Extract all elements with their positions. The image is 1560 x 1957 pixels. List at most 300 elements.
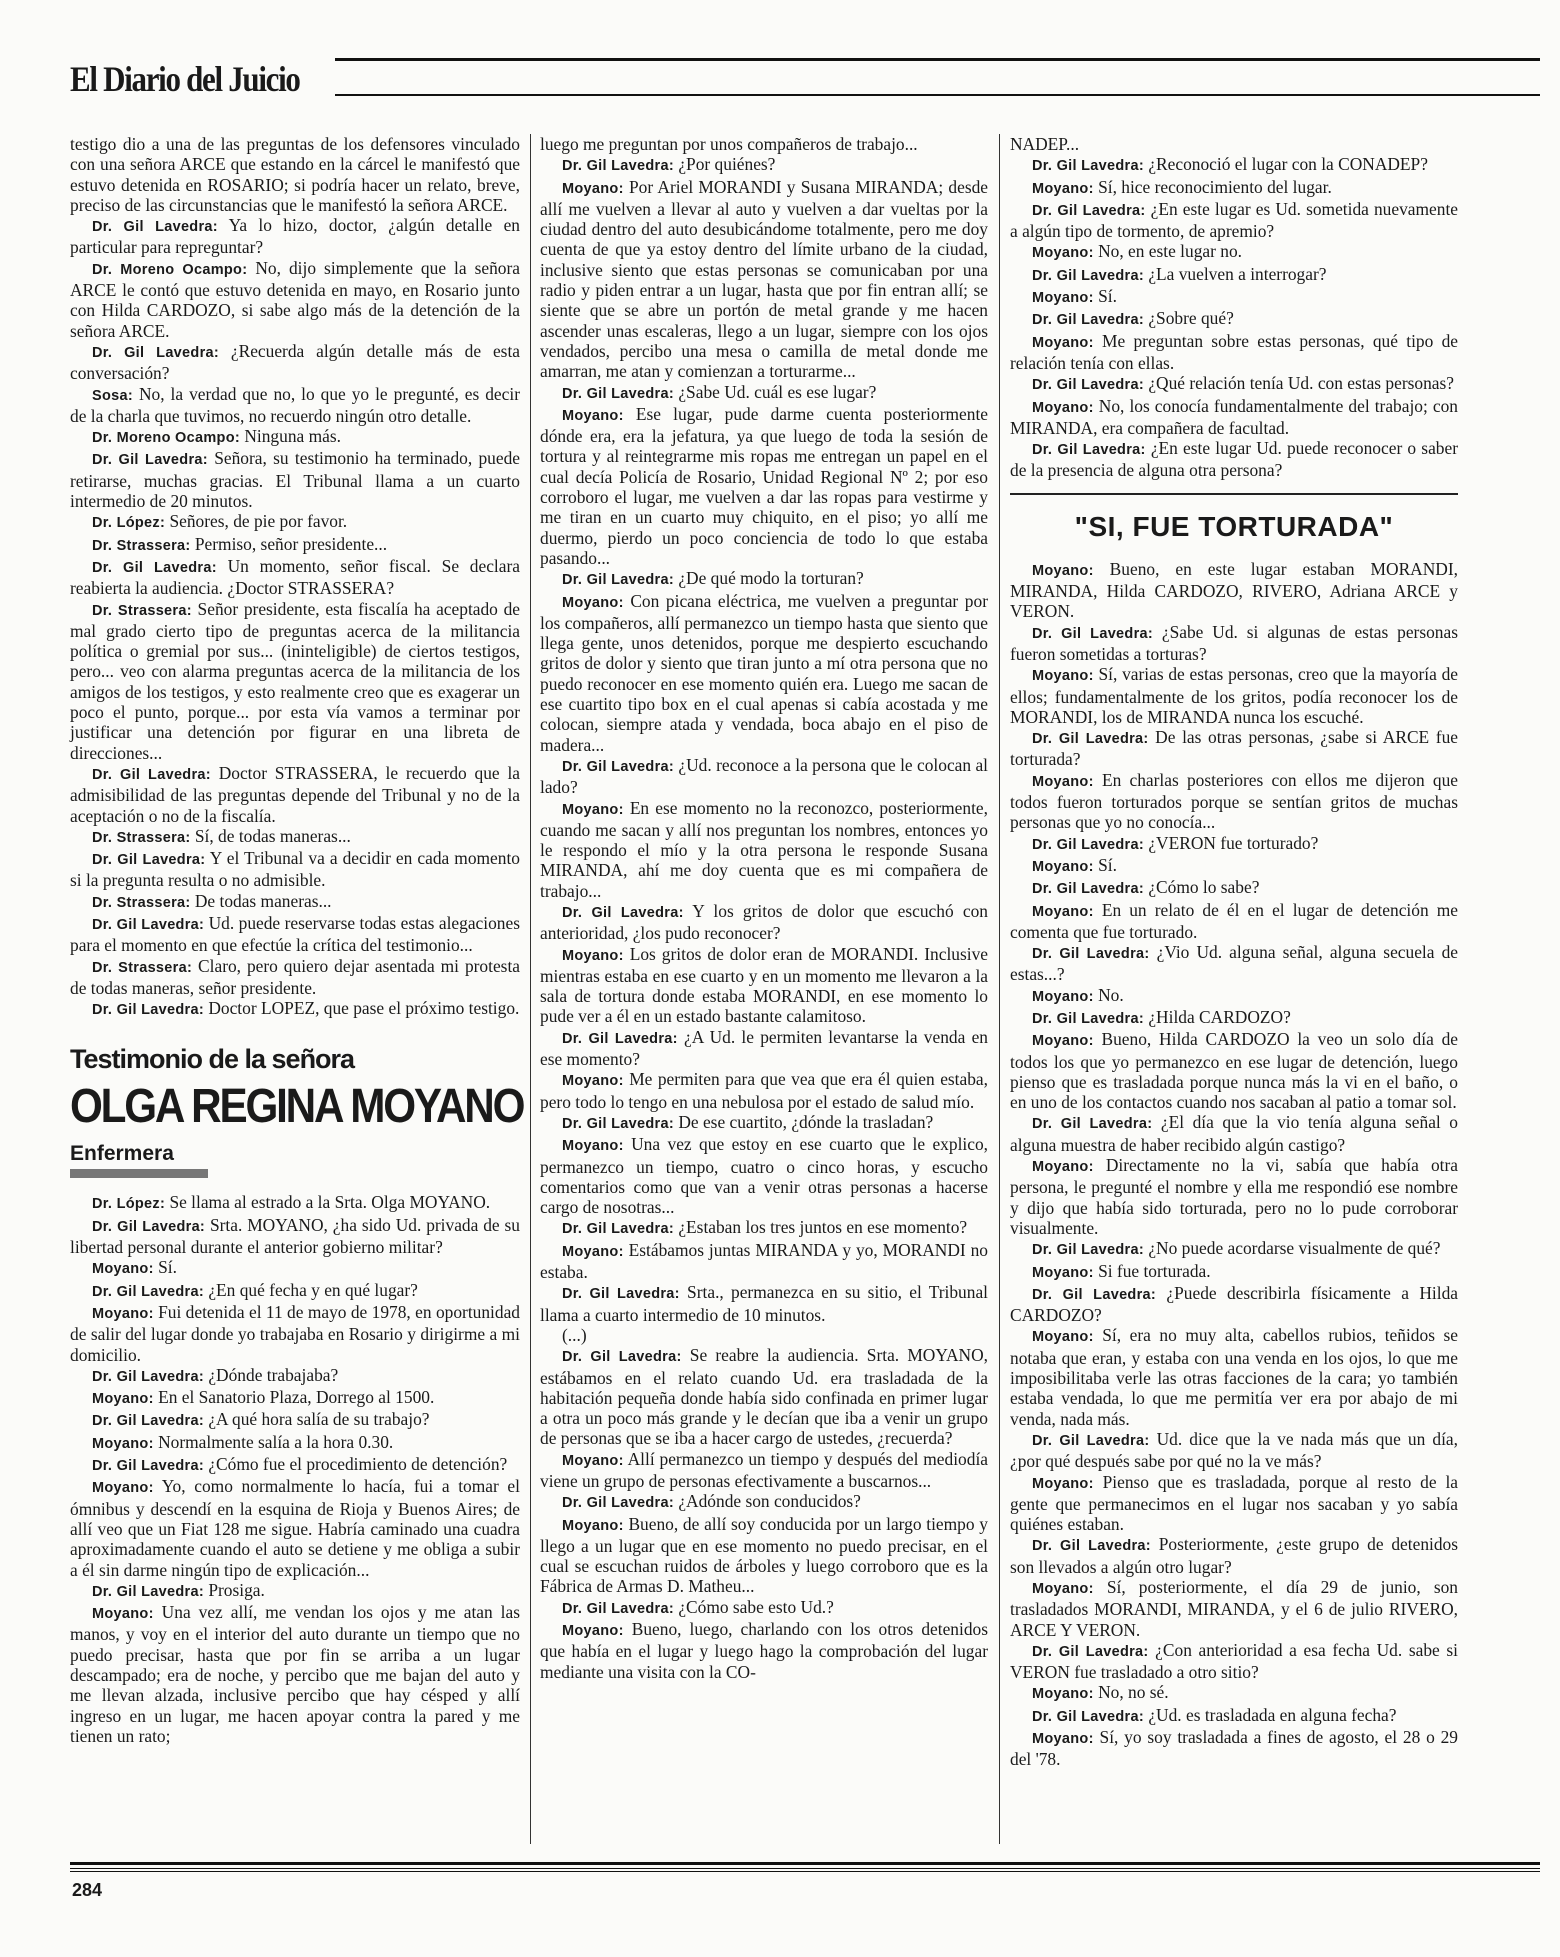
dialogue-line bbox=[70, 426, 520, 448]
dialogue-line bbox=[1010, 331, 1458, 374]
dialogue-line bbox=[540, 1449, 988, 1492]
speech-text: Sí, yo soy trasladada a fines de agosto, el 28 o 29 del '78. bbox=[1010, 1727, 1458, 1770]
dialogue-line bbox=[1010, 1283, 1458, 1326]
speaker-name: Moyano: bbox=[1032, 334, 1094, 351]
speaker-name: Moyano: bbox=[1032, 290, 1094, 307]
speaker-name: Moyano: bbox=[1032, 1329, 1094, 1346]
speaker-name: Dr. Gil Lavedra: bbox=[92, 452, 208, 469]
dialogue-line bbox=[540, 1619, 988, 1682]
speaker-name: Dr. López: bbox=[92, 515, 166, 532]
speaker-name: Dr. Gil Lavedra: bbox=[1032, 1432, 1150, 1449]
dialogue-line bbox=[540, 1514, 988, 1597]
column-1 bbox=[70, 134, 524, 1746]
speech-text: Ese lugar, pude darme cuenta posteriormente dónde era, era la jefatura, ya que luego de toda la sesión de tortura y al reintegrarme mis ropas me entregan un papel en el cual decía Policía de Rosario, Unidad Regional Nº 2; por eso corroboro el lugar, me vuelven a dar las ropas para vestirme y me tiran en un cuarto muy chiquito, en el piso; yo allí me duermo, pierdo un poco conciencia de todo lo que estaba pasando... bbox=[540, 403, 988, 568]
speaker-name: Moyano: bbox=[1032, 1264, 1094, 1281]
speech-text: Prosiga. bbox=[203, 1579, 265, 1600]
speech-text: Ud. dice que la ve nada más que un día, ¿por qué después sabe por qué no la ve más? bbox=[1010, 1428, 1458, 1472]
speech-text: Los gritos de dolor eran de MORANDI. Inclusive mientras estaba en ese cuarto y en un momento me llevaron a la sala de tortura donde estaba MORANDI, en ese momento lo pude ver a él en un estado bastante calamitoso. bbox=[540, 943, 988, 1027]
dialogue-line bbox=[540, 1282, 988, 1325]
speaker-name: Dr. Gil Lavedra: bbox=[1032, 881, 1144, 898]
speaker-name: Moyano: bbox=[562, 180, 624, 197]
speaker-name: Dr. Gil Lavedra: bbox=[92, 766, 211, 783]
speech-text: ¿VERON fue torturado? bbox=[1143, 832, 1319, 853]
speech-text: No. bbox=[1093, 984, 1124, 1005]
dialogue-line bbox=[1010, 1534, 1458, 1577]
speech-text: Bueno, Hilda CARDOZO la veo un solo día de todos los que yo permanezco en ese lugar de detención, luego pienso que es trasladada porque nunca más la vi en el baño, o en uno de los contactos cuando nos sacaban al patio a tomar sol. bbox=[1010, 1029, 1458, 1113]
speaker-name: Dr. Gil Lavedra: bbox=[92, 1368, 204, 1385]
speaker-name: Dr. Gil Lavedra: bbox=[562, 385, 674, 402]
speaker-name: Moyano: bbox=[562, 594, 624, 611]
speech-text: ¿En qué fecha y en qué lugar? bbox=[203, 1279, 418, 1300]
speech-text: Ya lo hizo, doctor, ¿algún detalle en particular para repreguntar? bbox=[70, 215, 520, 258]
speech-text: Fui detenida el 11 de mayo de 1978, en oportunidad de salir del lugar donde yo trabajaba en Rosario y dirigirme a mi domicilio. bbox=[70, 1301, 520, 1365]
dialogue-line bbox=[1010, 1640, 1458, 1683]
dialogue-line bbox=[540, 755, 988, 798]
speaker-name: Dr. Gil Lavedra: bbox=[92, 1413, 204, 1430]
speaker-name: Moyano: bbox=[92, 1261, 154, 1278]
dialogue-line bbox=[1010, 1682, 1458, 1704]
speech-text: ¿Sabe Ud. cuál es ese lugar? bbox=[673, 381, 877, 402]
speech-text: ¿Reconoció el lugar con la CONADEP? bbox=[1143, 154, 1428, 175]
dialogue-line bbox=[70, 556, 520, 599]
dialogue-line bbox=[1010, 308, 1458, 330]
speech-text: ¿A qué hora salía de su trabajo? bbox=[203, 1409, 430, 1430]
speech-text: ¿A Ud. le permiten levantarse la venda en ese momento? bbox=[540, 1026, 988, 1070]
dialogue-line bbox=[70, 1302, 520, 1365]
speaker-name: Dr. Gil Lavedra: bbox=[92, 1218, 206, 1235]
speech-text: Sí. bbox=[1093, 854, 1117, 875]
speech-text: ¿En este lugar Ud. puede reconocer o saber de la presencia de alguna otra persona? bbox=[1010, 438, 1458, 481]
speaker-name: Dr. Gil Lavedra: bbox=[92, 1002, 204, 1019]
speech-text: No, la verdad que no, lo que yo le pregunté, es decir de la charla que tuvimos, no recuerdo ningún otro detalle. bbox=[70, 383, 520, 426]
speaker-name: Dr. Moreno Ocampo: bbox=[92, 430, 240, 447]
dialogue-line bbox=[1010, 264, 1458, 286]
speaker-name: Dr. Gil Lavedra: bbox=[92, 1583, 204, 1600]
pull-headline: "SI, FUE TORTURADA" bbox=[1010, 493, 1458, 543]
page-number: 284 bbox=[72, 1880, 103, 1900]
speaker-name: Dr. Strassera: bbox=[92, 537, 191, 554]
dialogue-line bbox=[70, 956, 520, 999]
speaker-name: Dr. Gil Lavedra: bbox=[92, 852, 206, 869]
dialogue-line bbox=[1010, 833, 1458, 855]
speech-text: Doctor LOPEZ, que pase el próximo testigo. bbox=[203, 998, 520, 1019]
speech-text: Se llama al estrado a la Srta. Olga MOYANO. bbox=[165, 1192, 491, 1213]
continued-paragraph: testigo dio a una de las preguntas de los defensores vinculado con una señora ARCE que estando en la cárcel le manifestó que estuvo detenida en ROSARIO; si podría hacer un relato, breve, preciso de las circunstancias que le manifestó la señora ARCE. bbox=[70, 134, 520, 215]
dialogue-line bbox=[1010, 877, 1458, 899]
speaker-name: Dr. Gil Lavedra: bbox=[1032, 836, 1144, 853]
dialogue-line bbox=[70, 1365, 520, 1387]
speech-text: ¿Cómo fue el procedimiento de detención? bbox=[203, 1454, 508, 1475]
speech-text: ¿Qué relación tenía Ud. con estas personas? bbox=[1143, 373, 1454, 394]
dialogue-line bbox=[1010, 1261, 1458, 1283]
dialogue-line bbox=[540, 1597, 988, 1619]
speaker-name: Dr. Gil Lavedra: bbox=[92, 559, 217, 576]
speech-text: Me permiten para que vea que era él quien estaba, pero todo lo tengo en una nebulosa por el estado de salud mío. bbox=[540, 1069, 988, 1112]
speaker-name: Dr. Gil Lavedra: bbox=[1032, 1286, 1157, 1303]
dialogue-line bbox=[540, 382, 988, 404]
dialogue-line bbox=[540, 1069, 988, 1112]
page-footer bbox=[70, 1862, 1540, 1922]
speaker-name: Dr. Gil Lavedra: bbox=[562, 1349, 682, 1366]
dialogue-line bbox=[70, 1257, 520, 1279]
speaker-name: Dr. Gil Lavedra: bbox=[1032, 1708, 1144, 1725]
speaker-name: Dr. Gil Lavedra: bbox=[562, 758, 675, 775]
speech-text: Una vez allí, me vendan los ojos y me atan las manos, y voy en el interior del auto durante un tiempo que no puedo precisar, hasta que por fin se arriba a un lugar descampado; era de noche, y percibo que me bajan del auto y me llevan alzada, inclusive percibo que hay césped y allí ingreso en un lugar, me hacen apoyar contra la pared y me tienen un rato; bbox=[70, 1602, 520, 1746]
speaker-name: Sosa: bbox=[92, 387, 133, 404]
witness-name: OLGA REGINA MOYANO bbox=[70, 1080, 524, 1134]
column-divider bbox=[999, 134, 1000, 1844]
continued-paragraph: NADEP... bbox=[1010, 134, 1080, 154]
speech-text: De todas maneras... bbox=[190, 890, 332, 911]
speaker-name: Dr. Gil Lavedra: bbox=[562, 1030, 678, 1047]
speech-text: Sí, de todas maneras... bbox=[190, 825, 351, 846]
dialogue-line bbox=[1010, 770, 1458, 833]
speech-text: Por Ariel MORANDI y Susana MIRANDA; desde allí me vuelven a llevar al auto y vuelven a dar vueltas por la ciudad dentro del auto desubicándome totalmente, pero me doy cuenta de que ya estoy dentro del límite urbano de la ciudad, inclusive siento que estas personas se comunicaban por una radio y piden entrar a un lugar, hasta que por fin entran allí; se siente que se abre un portón de metal grande y me hacen ascender unas escaleras, llego a un lugar, siempre con los ojos vendados, percibo una mesa o camilla de metal donde me amarran, me atan y comienzan a torturarme... bbox=[540, 176, 988, 382]
dialogue-line bbox=[70, 1580, 520, 1602]
speech-text: ¿Cómo lo sabe? bbox=[1143, 877, 1260, 898]
speaker-name: Dr. Gil Lavedra: bbox=[92, 219, 218, 236]
dialogue-line bbox=[1010, 396, 1458, 439]
speaker-name: Moyano: bbox=[1032, 1581, 1094, 1597]
speech-text: Directamente no la vi, sabía que había otra persona, le pregunté el nombre y ella me respondió ese nombre y dijo que había sido torturada, pero no lo pude corroborar visualmente. bbox=[1010, 1155, 1458, 1238]
dialogue-line bbox=[1010, 1429, 1458, 1472]
dialogue-line bbox=[1010, 438, 1458, 481]
speech-text: Bueno, de allí soy conducida por un largo tiempo y llego a un lugar que en ese momento no puedo precisar, en el cual se escuchan ruidos de árboles y luego corroboro que es la Fábrica de Armas D. Matheu... bbox=[540, 1513, 988, 1597]
speech-text: ¿Cómo sabe esto Ud.? bbox=[673, 1596, 834, 1617]
speech-text: ¿Puede describirla físicamente a Hilda CARDOZO? bbox=[1010, 1282, 1458, 1326]
speaker-name: Moyano: bbox=[562, 801, 624, 818]
dialogue-line bbox=[70, 448, 520, 511]
speaker-name: Dr. Gil Lavedra: bbox=[1032, 625, 1154, 642]
speech-text: Sí, era no muy alta, cabellos rubios, teñidos se notaba que eran, y estaba con una venda en los ojos, lo que me imposibilitaba verle las otras facciones de la cara; yo también estaba vendada, lo que me permitía ver era por abajo de mi venda, nada más. bbox=[1010, 1325, 1458, 1429]
masthead bbox=[70, 58, 1540, 106]
masthead-rule-bottom bbox=[335, 94, 1540, 96]
speech-text: No, dijo simplemente que la señora ARCE le contó que estuvo detenida en mayo, en Rosario junto con Hilda CARDOZO, si sabe algo más de la detención de la señora ARCE. bbox=[70, 257, 521, 341]
speaker-name: Dr. Gil Lavedra: bbox=[562, 904, 684, 921]
dialogue-line bbox=[70, 1387, 520, 1409]
dialogue-line bbox=[70, 1432, 520, 1454]
dialogue-line bbox=[1010, 1577, 1458, 1640]
speech-text: ¿Estaban los tres juntos en ese momento? bbox=[673, 1217, 968, 1238]
speaker-name: Moyano: bbox=[1032, 562, 1094, 579]
dialogue-line bbox=[70, 258, 520, 341]
speech-text: En charlas posteriores con ellos me dijeron que todos fueron torturados porque se sentían gritos de muchas personas que yo no conocía... bbox=[1010, 769, 1458, 833]
footer-rule bbox=[70, 1862, 1540, 1865]
speaker-name: Dr. Strassera: bbox=[92, 829, 191, 846]
dialogue-line bbox=[70, 998, 520, 1020]
dialogue-line bbox=[70, 1476, 520, 1579]
speaker-name: Moyano: bbox=[1032, 773, 1094, 790]
dialogue-line bbox=[1010, 942, 1458, 985]
speaker-name: Moyano: bbox=[562, 1517, 624, 1534]
speech-text: Señor presidente, esta fiscalía ha aceptado de mal grado cierto tipo de preguntas acerca de la militancia política o gremial por sus... (ininteligible) de ciertos testigos, pero... veo con alarma preguntas acerca de la militancia de los amigos de los testigos, y esto realmente creo que es exagerar un poco el punto, porque... por esta vía vamos a terminar por justificar una detención por figurar en una libreta de direcciones... bbox=[70, 598, 520, 763]
speaker-name: Moyano: bbox=[1032, 399, 1094, 416]
speaker-name: Dr. Gil Lavedra: bbox=[1032, 946, 1150, 963]
dialogue-line bbox=[540, 1491, 988, 1513]
speech-text: ¿El día que la vio tenía alguna señal o alguna muestra de haber recibido algún castigo? bbox=[1010, 1112, 1458, 1155]
speaker-name: Moyano: bbox=[562, 1138, 624, 1155]
dialogue-line bbox=[540, 154, 988, 176]
speech-text: ¿Ud. es trasladada en alguna fecha? bbox=[1143, 1704, 1397, 1725]
column-divider bbox=[530, 134, 531, 1844]
dialogue-line bbox=[70, 913, 520, 956]
witness-role: Enfermera bbox=[70, 1142, 174, 1166]
speaker-name: Moyano: bbox=[1032, 1033, 1094, 1050]
dialogue-line bbox=[1010, 855, 1458, 877]
speech-text: Sí. bbox=[153, 1257, 177, 1278]
footer-rule bbox=[70, 1871, 1540, 1872]
speaker-name: Moyano: bbox=[92, 1435, 154, 1452]
dialogue-line bbox=[540, 177, 988, 382]
speech-text: En un relato de él en el lugar de detención me comenta que fue torturado. bbox=[1010, 899, 1458, 942]
speech-text: Y el Tribunal va a decidir en cada momento si la pregunta resulta o no admisible. bbox=[70, 848, 520, 891]
dialogue-line bbox=[540, 1217, 988, 1239]
speech-text: ¿En este lugar es Ud. sometida nuevamente a algún tipo de tormento, de apremio? bbox=[1010, 198, 1458, 242]
speaker-name: Moyano: bbox=[92, 1480, 154, 1497]
dialogue-line bbox=[1010, 1472, 1458, 1535]
speech-text: Yo, como normalmente lo hacía, fui a tomar el ómnibus y descendí en la esquina de Rioja y Buenos Aires; de allí veo que un Fiat 128 me sigue. Habría caminado una cuadra aproximadamente cuando el auto se detiene y me obliga a subir a él sin darme ningún tipo de explicación... bbox=[70, 1476, 520, 1580]
speech-text: ¿No puede acordarse visualmente de qué? bbox=[1143, 1238, 1441, 1259]
speaker-name: Moyano: bbox=[1032, 1686, 1094, 1703]
dialogue-line bbox=[70, 534, 520, 556]
speech-text: Estábamos juntas MIRANDA y yo, MORANDI no estaba. bbox=[540, 1239, 988, 1283]
dialogue-line bbox=[70, 1602, 520, 1746]
dialogue-line bbox=[70, 1454, 520, 1476]
speech-text: ¿Hilda CARDOZO? bbox=[1143, 1006, 1291, 1027]
dialogue-line bbox=[70, 1215, 520, 1258]
footer-rule bbox=[70, 1868, 1540, 1869]
speaker-name: Dr. Gil Lavedra: bbox=[92, 344, 220, 361]
dialogue-line bbox=[540, 944, 988, 1027]
dialogue-line bbox=[540, 901, 988, 944]
speaker-name: Dr. Gil Lavedra: bbox=[562, 158, 674, 175]
speaker-name: Dr. Gil Lavedra: bbox=[92, 1283, 204, 1300]
speaker-name: Moyano: bbox=[562, 1243, 624, 1260]
speech-text: Ud. puede reservarse todas estas alegaciones para el momento en que efectúe la crítica del testimonio... bbox=[70, 912, 520, 956]
column-3 bbox=[1010, 134, 1458, 1770]
dialogue-line bbox=[540, 1027, 988, 1070]
speaker-name: Dr. Gil Lavedra: bbox=[562, 572, 674, 589]
dialogue-line bbox=[1010, 1112, 1458, 1155]
speaker-name: Dr. Gil Lavedra: bbox=[1032, 1242, 1144, 1259]
dialogue-line bbox=[1010, 177, 1458, 199]
speech-text: ¿Dónde trabajaba? bbox=[203, 1364, 339, 1385]
speaker-name: Moyano: bbox=[1032, 245, 1094, 262]
dialogue-line bbox=[540, 798, 988, 901]
speech-text: Sí, posteriormente, el día 29 de junio, son trasladados MORANDI, MIRANDA, y el 6 de julio RIVERO, ARCE Y VERON. bbox=[1010, 1577, 1458, 1640]
speech-text: ¿De qué modo la torturan? bbox=[673, 568, 864, 589]
dialogue-line bbox=[70, 341, 520, 384]
speech-text: Ninguna más. bbox=[240, 426, 341, 447]
dialogue-line bbox=[1010, 1727, 1458, 1770]
speech-text: De las otras personas, ¿sabe si ARCE fue torturada? bbox=[1010, 727, 1458, 770]
speaker-name: Moyano: bbox=[562, 947, 624, 964]
speech-text: Un momento, señor fiscal. Se declara reabierta la audiencia. ¿Doctor STRASSERA? bbox=[70, 555, 520, 599]
speaker-name: Dr. Gil Lavedra: bbox=[1032, 312, 1144, 329]
dialogue-line bbox=[540, 1240, 988, 1283]
dialogue-line bbox=[1010, 1155, 1458, 1238]
dialogue-line bbox=[1010, 154, 1458, 176]
speaker-name: Dr. Strassera: bbox=[92, 959, 193, 976]
speaker-name: Moyano: bbox=[92, 1606, 154, 1623]
dialogue-line bbox=[70, 848, 520, 891]
speech-text: ¿Sabe Ud. si algunas de estas personas fueron sometidas a torturas? bbox=[1010, 621, 1458, 664]
continued-paragraph: luego me preguntan por unos compañeros de trabajo... bbox=[540, 134, 918, 154]
speech-text: Señora, su testimonio ha terminado, puede retirarse, muchas gracias. El Tribunal llama a un cuarto intermedio de 20 minutos. bbox=[70, 448, 521, 512]
dialogue-line bbox=[1010, 373, 1458, 395]
speaker-name: Moyano: bbox=[1032, 1731, 1094, 1748]
dialogue-line bbox=[70, 599, 520, 763]
dialogue-line bbox=[540, 404, 988, 568]
speaker-name: Dr. Gil Lavedra: bbox=[562, 1286, 680, 1303]
dialogue-block bbox=[540, 154, 988, 1682]
speech-text: Allí permanezco un tiempo y después del mediodía viene un grupo de personas efectivamente a buscarnos... bbox=[540, 1448, 988, 1491]
dialogue-line bbox=[540, 1134, 988, 1217]
speaker-name: Dr. Gil Lavedra: bbox=[1032, 1538, 1151, 1555]
dialogue-line bbox=[70, 891, 520, 913]
speaker-name: Moyano: bbox=[1032, 903, 1094, 920]
speaker-name: Dr. López: bbox=[92, 1196, 166, 1213]
speech-text: Señores, de pie por favor. bbox=[165, 511, 348, 532]
dialogue-line bbox=[1010, 199, 1458, 242]
speaker-name: Dr. Gil Lavedra: bbox=[92, 916, 205, 933]
speaker-name: Moyano: bbox=[1032, 180, 1094, 197]
speaker-name: Moyano: bbox=[562, 407, 624, 424]
speech-text: Permiso, señor presidente... bbox=[190, 533, 388, 554]
dialogue-line bbox=[1010, 727, 1458, 770]
speech-text: Posteriormente, ¿este grupo de detenidos son llevados a algún otro lugar? bbox=[1010, 1534, 1459, 1577]
speech-text: Normalmente salía a la hora 0.30. bbox=[153, 1431, 394, 1452]
speaker-name: Moyano: bbox=[1032, 988, 1094, 1005]
speech-text: Se reabre la audiencia. Srta. MOYANO, estábamos en el relato cuando Ud. era trasladada de la habitación pequeña donde había sido confinada en primer lugar a otra un poco más grande y le decían que iba a venir un grupo de personas que se iba a hacer cargo de ustedes, ¿recuerda? bbox=[540, 1345, 988, 1449]
role-underline-bar bbox=[70, 1169, 208, 1178]
dialogue-line bbox=[70, 826, 520, 848]
speaker-name: Moyano: bbox=[1032, 858, 1094, 875]
speaker-name: Dr. Strassera: bbox=[92, 602, 192, 619]
speaker-name: Moyano: bbox=[1032, 668, 1094, 685]
speaker-name: Dr. Gil Lavedra: bbox=[562, 1600, 674, 1617]
speaker-name: Moyano: bbox=[92, 1391, 154, 1408]
dialogue-line bbox=[70, 1280, 520, 1302]
dialogue-line bbox=[540, 568, 988, 590]
speech-text: No, en este lugar no. bbox=[1093, 241, 1242, 262]
speaker-name: Dr. Gil Lavedra: bbox=[1032, 267, 1144, 284]
dialogue-line bbox=[1010, 1238, 1458, 1260]
dialogue-block-1 bbox=[70, 215, 520, 1020]
speaker-name: Dr. Gil Lavedra: bbox=[1032, 731, 1149, 748]
dialogue-line bbox=[1010, 622, 1458, 665]
speaker-name: Moyano: bbox=[562, 1452, 624, 1469]
speech-text: Sí. bbox=[1093, 286, 1117, 307]
dialogue-line bbox=[1010, 1029, 1458, 1112]
speaker-name: Moyano: bbox=[92, 1305, 154, 1322]
publication-title: El Diario del Juicio bbox=[70, 59, 300, 99]
speaker-name: Moyano: bbox=[562, 1623, 624, 1640]
speech-text: ¿Ud. reconoce a la persona que le colocan al lado? bbox=[540, 754, 988, 798]
speech-text: Srta., permanezca en su sitio, el Tribunal llama a cuarto intermedio de 10 minutos. bbox=[540, 1282, 988, 1325]
column-2 bbox=[540, 134, 988, 1682]
masthead-rule-top bbox=[335, 58, 1540, 61]
speech-text: Srta. MOYANO, ¿ha sido Ud. privada de su libertad personal durante el anterior gobierno militar? bbox=[70, 1214, 520, 1258]
dialogue-line bbox=[1010, 559, 1458, 622]
speech-text: En ese momento no la reconozco, posteriormente, cuando me sacan y allí nos preguntan los nombres, entonces yo le respondo el mío y la otra persona le responde Susana MIRANDA, ahí me doy cuenta que es mi compañera de trabajo... bbox=[540, 797, 988, 901]
speaker-name: Moyano: bbox=[1032, 1159, 1094, 1176]
dialogue-line bbox=[70, 1192, 520, 1214]
speaker-name: Dr. Gil Lavedra: bbox=[92, 1458, 204, 1475]
speech-text: ¿La vuelven a interrogar? bbox=[1143, 263, 1327, 284]
dialogue-line bbox=[540, 1112, 988, 1134]
dialogue-line bbox=[70, 384, 520, 427]
speaker-name: Dr. Gil Lavedra: bbox=[1032, 1643, 1149, 1660]
speaker-name: Dr. Gil Lavedra: bbox=[1032, 1010, 1144, 1027]
speaker-name: Dr. Moreno Ocampo: bbox=[92, 261, 248, 278]
speech-text: Sí, varias de estas personas, creo que la mayoría de ellos; fundamentalmente de los gritos, podía reconocer los de MORANDI, los de MIRANDA nunca los escuché. bbox=[1010, 664, 1458, 727]
speech-text: ¿Con anterioridad a esa fecha Ud. sabe si VERON fue trasladado a otro sitio? bbox=[1010, 1639, 1458, 1683]
speaker-name: Dr. Gil Lavedra: bbox=[1032, 442, 1146, 459]
speaker-name: Dr. Gil Lavedra: bbox=[1032, 158, 1144, 175]
dialogue-line bbox=[540, 1325, 988, 1345]
dialogue-line bbox=[1010, 1325, 1458, 1428]
speech-text: Doctor STRASSERA, le recuerdo que la admisibilidad de las preguntas depende del Tribunal y no de la aceptación o no de la fiscalía. bbox=[70, 762, 520, 826]
dialogue-line bbox=[1010, 1007, 1458, 1029]
speech-text: Bueno, luego, charlando con los otros detenidos que había en el lugar y luego hago la comprobación del lugar mediante una visita con la CO- bbox=[540, 1619, 988, 1682]
dialogue-line bbox=[540, 591, 988, 755]
speech-text: No, no sé. bbox=[1093, 1682, 1169, 1703]
dialogue-line bbox=[1010, 241, 1458, 263]
dialogue-block-1 bbox=[1010, 154, 1458, 480]
speech-text: ¿Por quiénes? bbox=[673, 154, 776, 175]
dialogue-line bbox=[540, 1345, 988, 1448]
dialogue-block-2 bbox=[1010, 559, 1458, 1770]
dialogue-line bbox=[1010, 664, 1458, 727]
speech-text: ¿Adónde son conducidos? bbox=[673, 1491, 861, 1512]
dialogue-line bbox=[1010, 1705, 1458, 1727]
speech-text: No, los conocía fundamentalmente del trabajo; con MIRANDA, era compañera de facultad. bbox=[1010, 395, 1458, 438]
speaker-name: Dr. Gil Lavedra: bbox=[562, 1115, 674, 1132]
speech-text: Me preguntan sobre estas personas, qué tipo de relación tenía con ellas. bbox=[1010, 330, 1458, 373]
speaker-name: Dr. Gil Lavedra: bbox=[1032, 202, 1146, 219]
speech-text: De ese cuartito, ¿dónde la trasladan? bbox=[673, 1111, 934, 1132]
dialogue-line bbox=[70, 763, 520, 826]
speaker-name: Dr. Gil Lavedra: bbox=[562, 1495, 674, 1512]
speech-text: Una vez que estoy en ese cuarto que le explico, permanezco un tiempo, cuatro o cinco horas, y escucho comentarios como que van a venir otras personas a hacerse cargo de nosotras... bbox=[540, 1134, 988, 1218]
speech-text: Y los gritos de dolor que escuchó con anterioridad, ¿los pudo reconocer? bbox=[540, 900, 988, 944]
speech-text: ¿Vio Ud. alguna señal, alguna secuela de estas...? bbox=[1010, 942, 1458, 985]
speech-text: Pienso que es trasladada, porque al resto de la gente que permanecimos en el lugar nos sacaban y yo sabía quiénes estaban. bbox=[1010, 1471, 1458, 1535]
speaker-name: Dr. Gil Lavedra: bbox=[562, 1221, 674, 1238]
dialogue-line bbox=[70, 511, 520, 533]
dialogue-line bbox=[70, 215, 520, 258]
speech-text: Sí, hice reconocimiento del lugar. bbox=[1093, 176, 1332, 197]
speaker-name: Moyano: bbox=[562, 1073, 624, 1090]
dialogue-line bbox=[1010, 286, 1458, 308]
speech-text: Con picana eléctrica, me vuelven a preguntar por los compañeros, allí permanezco un tiempo hasta que siento que llega gente, unos detenidos, porque me despierto escuchando gritos de dolor y siento que tiran junto a mí otra persona que no puedo reconocer en ese momento quién era. Luego me sacan de ese cuartito tipo box en el cual apenas si cabía acostada y me colocan, siempre atada y vendada, boca abajo en el piso de madera... bbox=[540, 590, 988, 755]
speech-text: ¿Sobre qué? bbox=[1143, 308, 1234, 329]
dialogue-line bbox=[1010, 985, 1458, 1007]
speaker-name: Dr. Gil Lavedra: bbox=[1032, 1116, 1153, 1133]
dialogue-line bbox=[70, 1409, 520, 1431]
speech-text: Bueno, en este lugar estaban MORANDI, MIRANDA, Hilda CARDOZO, RIVERO, Adriana ARCE y VERON. bbox=[1010, 558, 1458, 622]
speech-text: ¿Recuerda algún detalle más de esta conversación? bbox=[70, 340, 520, 384]
speech-text: Si fue torturada. bbox=[1093, 1260, 1211, 1281]
speaker-name: Moyano: bbox=[1032, 1475, 1094, 1492]
dialogue-line bbox=[1010, 900, 1458, 943]
section-kicker: Testimonio de la señora bbox=[70, 1044, 355, 1075]
speaker-name: Dr. Gil Lavedra: bbox=[1032, 377, 1144, 394]
speech-text: En el Sanatorio Plaza, Dorrego al 1500. bbox=[153, 1387, 435, 1408]
speaker-name: Dr. Strassera: bbox=[92, 894, 191, 911]
speech-text: (...) bbox=[562, 1324, 587, 1345]
